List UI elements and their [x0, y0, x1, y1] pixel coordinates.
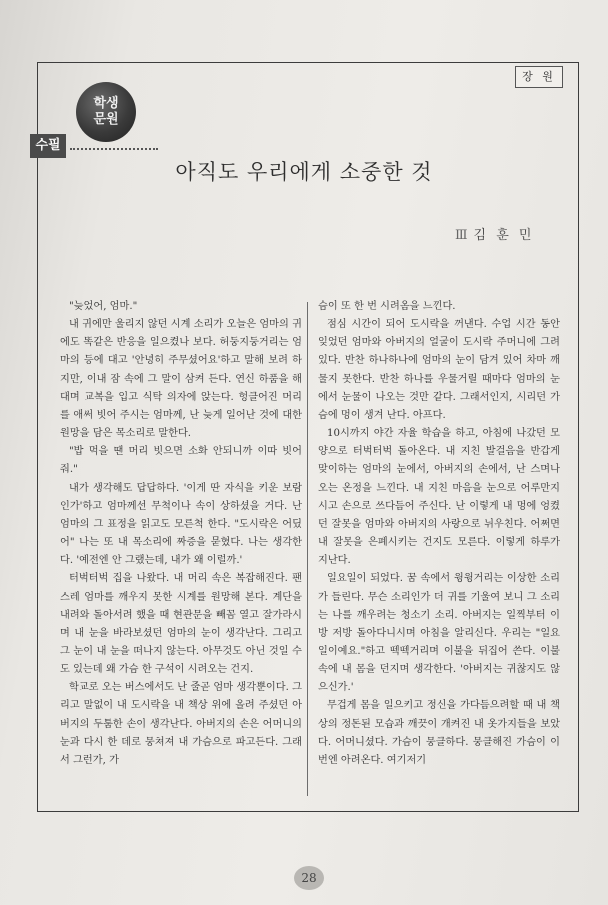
- paragraph: "늦었어, 엄마.": [69, 301, 138, 312]
- student-literature-badge: [76, 82, 136, 142]
- paragraph: 점심 시간이 되어 도시락을 꺼낸다. 수업 시간 동안 잊었던 엄마와 아버지의 얼굴이 도시락 주머니에 그려 있다. 반찬 하나하나에 엄마의 눈이 담겨 있어 차마 깨물지 못한다. 반찬 하나를 우물거릴 때마다 엄마의 눈에서 눈물이 나오는 것만 같다. 그래서인지, 시리던 가슴에 멍이 생겨 난다. 아프다.: [318, 319, 560, 421]
- byline: [455, 224, 535, 243]
- paragraph: 터벅터벅 집을 나왔다. 내 머리 속은 복잡해진다. 팬스레 엄마를 깨우지 못한 시계를 원망해 본다. 계단을 내려와 돌아서려 했을 때 현관문을 빼꼼 열고 잘가라시며 내 눈을 바라보셨던 엄마의 눈이 생각난다. 그리고 그 눈이 내 눈을 떠나지 않는다. 아무것도 아닌 것일 수도 있는데 왜 가슴 한 구석이 시려오는 건지.: [60, 573, 302, 676]
- paragraph: 내 귀에만 울리지 않던 시계 소리가 오늘은 엄마의 귀에도 똑같은 반응을 일으켰나 보다. 허둥지둥거리는 엄마의 등에 대고 '안녕히 주무셨어요'하고 말해 보려 하지만, 이내 잠 속에 그 말이 삼켜 든다. 연신 하품을 해대며 교복을 입고 식탁 의자에 앉는다. 헝클어진 머리를 애써 빗어 주시는 엄마께, 난 늦게 일어난 것에 대한 원망을 담은 목소리로 말한다.: [60, 319, 302, 440]
- badge-line-1: 학생: [93, 96, 119, 111]
- byline-mark: Ⅲ: [455, 228, 468, 243]
- right-column: [318, 298, 560, 770]
- paragraph: 슴이 또 한 번 시려옴을 느낀다.: [318, 301, 456, 312]
- paragraph: 무겁게 몸을 일으키고 정신을 가다듬으려할 때 내 책상의 정돈된 모습과 깨끗이 개켜진 내 옷가지들을 보았다. 어머니셨다. 가슴이 뭉클하다. 뭉클해진 가슴이 이번엔 아려온다. 여기저기: [318, 700, 560, 766]
- award-tag: 장 원: [515, 66, 563, 88]
- paragraph: 일요일이 되었다. 꿈 속에서 윙윙거리는 이상한 소리가 들린다. 무슨 소리인가 더 귀를 기울여 보니 그 소리는 나를 깨우려는 청소기 소리. 아버지는 일찍부터 이방 저방 돌아다니시며 아침을 알리신다. 우리는 "일요일이예요."하고 떽떽거리며 이불을 뒤집어 쓴다. 이불 속에 내 몸을 던지며 생각한다. '아버지는 귀찮지도 않으신가.': [318, 573, 560, 694]
- column-divider: [307, 302, 308, 796]
- page-number: 28: [294, 866, 324, 890]
- paragraph: 10시까지 야간 자율 학습을 하고, 아침에 나갔던 모양으로 터벅터벅 돌아온다. 내 지친 발걸음을 반갑게 맞이하는 엄마의 눈에서, 아버지의 손에서, 난 스며나오는 온정을 느낀다. 내 지친 마음을 눈으로 어루만지시고 손으로 쓰다듬어 주신다. 난 이렇게 내 멍에 엉켰던 잘못을 엄마와 아버지의 사랑으로 뉘우친다. 어쩌면 내 잘못을 은폐시키는 건지도 모른다. 이렇게 하루가 지난다.: [318, 428, 560, 567]
- author-name: 김 훈 민: [473, 228, 535, 243]
- paragraph: 학교로 오는 버스에서도 난 줄곧 엄마 생각뿐이다. 그리고 말없이 내 도시락을 내 책상 위에 올려 주셨던 아버지의 두툼한 손이 생각난다. 아버지의 손은 어머니의 눈과 다시 한 데로 뭉쳐져 내 가슴으로 파고든다. 그래서 그런가, 가: [60, 682, 302, 766]
- badge-line-2: 문원: [93, 112, 119, 127]
- dotted-rule: [70, 148, 158, 150]
- paragraph: 내가 생각해도 답답하다. '이게 딴 자식을 키운 보람인가'하고 엄마께선 무척이나 속이 상하셨을 거다. 난 엄마의 그 표정을 읽고도 모른척 한다. "도시락은 어딨어" 나는 또 내 목소리에 짜증을 묻혔다. 나는 생각한다. '예전엔 안 그랬는데, 내가 왜 이럴까.': [60, 482, 302, 567]
- article-title: 아직도 우리에게 소중한 것: [175, 160, 433, 184]
- section-label: 수필: [30, 134, 66, 158]
- paragraph: "밥 먹을 땐 머리 빗으면 소화 안되니까 이따 빗어줘.": [60, 446, 302, 476]
- left-column: [60, 298, 302, 770]
